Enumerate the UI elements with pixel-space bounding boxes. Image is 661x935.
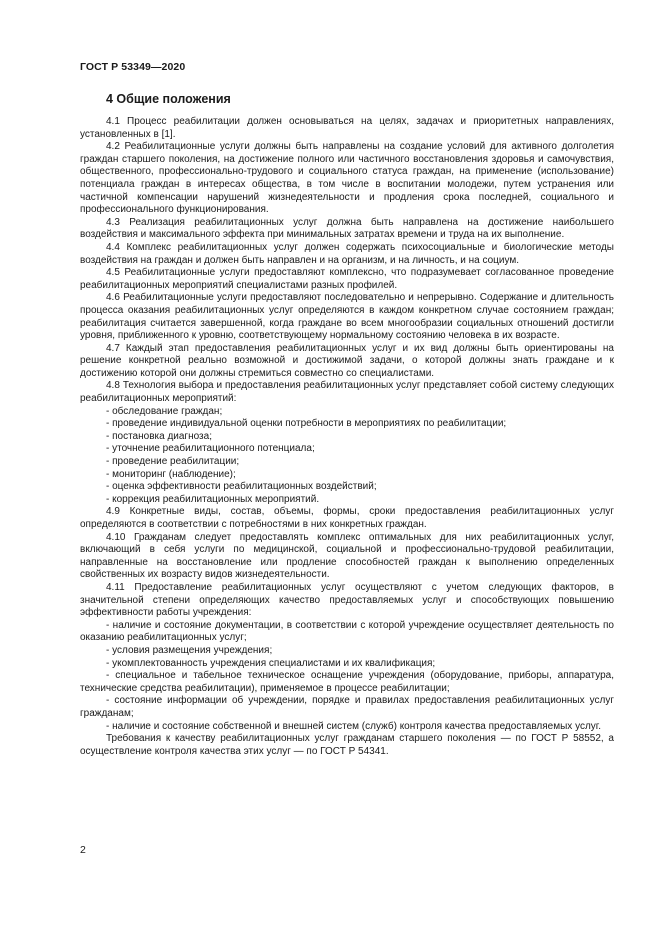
paragraph-4-1: 4.1 Процесс реабилитации должен основываться на целях, задачах и приоритетных направлениях, установленных в [1]. <box>80 116 614 140</box>
paragraph-4-4: 4.4 Комплекс реабилитационных услуг должен содержать психосоциальные и биологические методы воздействия на граждан и должен быть направлен и на организм, и на личность, и на социум. <box>80 241 614 266</box>
section-content <box>80 91 614 758</box>
page-number: 2 <box>80 844 86 856</box>
paragraph-4-3: 4.3 Реализация реабилитационных услуг должна быть направлена на достижение наибольшего воздействия и максимального эффекта при минимальных затратах времени и труда на их выполнение. <box>80 216 614 241</box>
list-item: - мониторинг (наблюдение); <box>106 468 236 480</box>
list-item: - обследование граждан; <box>106 405 223 417</box>
list-item: - уточнение реабилитационного потенциала; <box>106 443 315 455</box>
paragraph-4-10: 4.10 Гражданам следует предоставлять комплекс оптимальных для них реабилитационных услуг, включающий в себя услуги по медицинской, социальной и профессионально-трудовой реабилитации, направленные на восстановление или продление способностей граждан к выполнению определенных свойственных их возрасту видов жизнедеятельности. <box>80 531 614 581</box>
list-item: - постановка диагноза; <box>106 430 212 442</box>
list-item: - состояние информации об учреждении, порядке и правилах предоставления реабилитационных услуг гражданам; <box>80 695 614 719</box>
paragraph-final: Требования к качеству реабилитационных услуг гражданам старшего поколения — по ГОСТ Р 58552, а осуществление контроля качества этих услуг — по ГОСТ Р 54341. <box>80 733 614 757</box>
list-4-8 <box>80 406 614 507</box>
list-item: - специальное и табельное техническое оснащение учреждения (оборудование, приборы, аппаратура, технические средства реабилитации), применяемое в процессе реабилитации; <box>80 670 614 694</box>
list-item: - укомплектованность учреждения специалистами и их квалификация; <box>106 657 436 669</box>
list-item: - коррекция реабилитационных мероприятий. <box>106 493 320 505</box>
list-item: - оценка эффективности реабилитационных воздействий; <box>106 481 377 493</box>
paragraph-4-11: 4.11 Предоставление реабилитационных услуг осуществляют с учетом следующих факторов, в значительной степени определяющих качество предоставляемых услуг и способствующих повышению эффективности работы учреждения: <box>80 581 614 619</box>
paragraph-4-5: 4.5 Реабилитационные услуги предоставляют комплексно, что подразумевает согласованное проведение реабилитационных мероприятий специалистами разных профилей. <box>80 267 614 291</box>
section-title: 4 Общие положения <box>106 92 231 106</box>
document-code-header: ГОСТ Р 53349—2020 <box>80 61 186 73</box>
list-item: - условия размещения учреждения; <box>106 644 273 656</box>
paragraph-4-9: 4.9 Конкретные виды, состав, объемы, формы, сроки предоставления реабилитационных услуг определяются в соответствии с потребностями в них конкретных граждан. <box>80 506 614 530</box>
list-item: - наличие и состояние документации, в соответствии с которой учреждение осуществляет деятельность по оказанию реабилитационных услуг; <box>80 619 614 644</box>
list-4-11 <box>80 620 614 733</box>
paragraph-4-7: 4.7 Каждый этап предоставления реабилитационных услуг и их вид должны быть ориентированы на решение конкретной реально возможной и достижимой задачи, о которой должны знать граждане и к достижению которой они должны стремиться совместно со специалистами. <box>80 342 614 379</box>
list-item: - наличие и состояние собственной и внешней систем (служб) контроля качества предоставляемых услуг. <box>106 720 602 732</box>
paragraph-4-2: 4.2 Реабилитационные услуги должны быть направлены на создание условий для активного долголетия граждан старшего поколения, на достижение полного или частичного восстановления здоровья и самочувствия, общественного, профессионально-трудового и социального статуса граждан, на применение (использование) потенциала граждан в интересах общества, в том числе в воспитании молодежи, путем устранения или частичной компенсации нарушений жизнедеятельности и продления срока последней, социального и профессионального функционирования. <box>80 141 614 216</box>
paragraph-4-6: 4.6 Реабилитационные услуги предоставляют последовательно и непрерывно. Содержание и длительность процесса оказания реабилитационных услуг определяются в каждом конкретном случае состоянием граждан; реабилитация считается завершенной, когда граждане во всем многообразии социальных отношений достигли уровня, приближенного к уровню, соответствующему нормальному состоянию человека в их возрасте. <box>80 292 614 342</box>
list-item: - проведение индивидуальной оценки потребности в мероприятиях по реабилитации; <box>106 418 507 430</box>
list-item: - проведение реабилитации; <box>106 456 240 468</box>
paragraph-4-8: 4.8 Технология выбора и предоставления реабилитационных услуг представляет собой систему следующих реабилитационных мероприятий: <box>80 380 614 405</box>
